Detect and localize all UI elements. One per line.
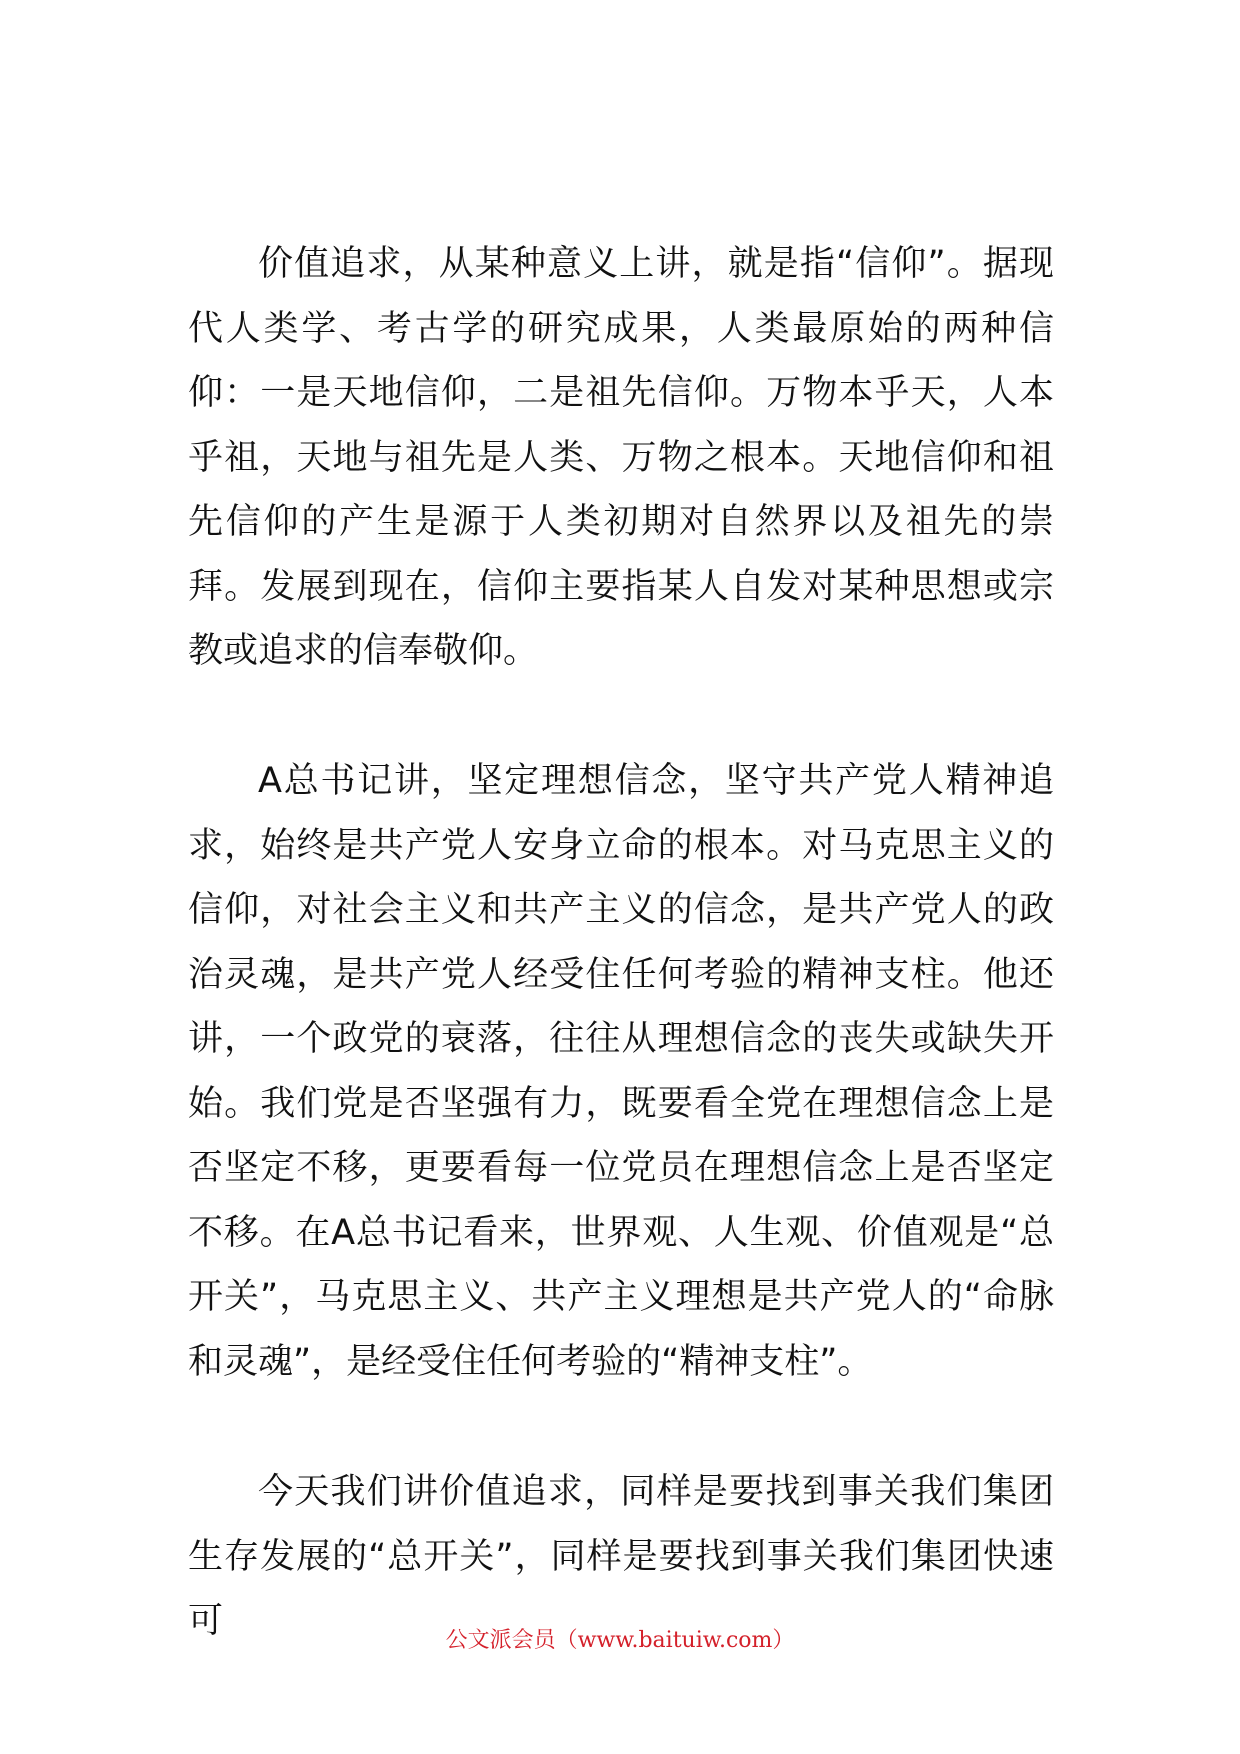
paragraph-1: 价值追求，从某种意义上讲，就是指“信仰”。据现代人类学、考古学的研究成果，人类最原始的两种信仰：一是天地信仰，二是祖先信仰。万物本乎天，人本乎祖，天地与祖先是人类、万物之根本。天地信仰和祖先信仰的产生是源于人类初期对自然界以及祖先的崇拜。发展到现在，信仰主要指某人自发对某种思想或宗教或追求的信奉敬仰。 [188, 244, 1054, 671]
paragraph-3: 今天我们讲价值追求，同样是要找到事关我们集团生存发展的“总开关”，同样是要找到事关我们集团快速可 [188, 1472, 1054, 1641]
footer-watermark: 公文派会员（www.baituiw.com） [445, 1628, 795, 1653]
paragraph-2: A总书记讲，坚定理想信念，坚守共产党人精神追求，始终是共产党人安身立命的根本。对马克思主义的信仰，对社会主义和共产主义的信念，是共产党人的政治灵魂，是共产党人经受住任何考验的精神支柱。他还讲，一个政党的衰落，往往从理想信念的丧失或缺失开始。我们党是否坚强有力，既要看全党在理想信念上是否坚定不移，更要看每一位党员在理想信念上是否坚定不移。在A总书记看来，世界观、人生观、价值观是“总开关”，马克思主义、共产主义理想是共产党人的“命脉和灵魂”，是经受住任何考验的“精神支柱”。 [188, 761, 1054, 1382]
